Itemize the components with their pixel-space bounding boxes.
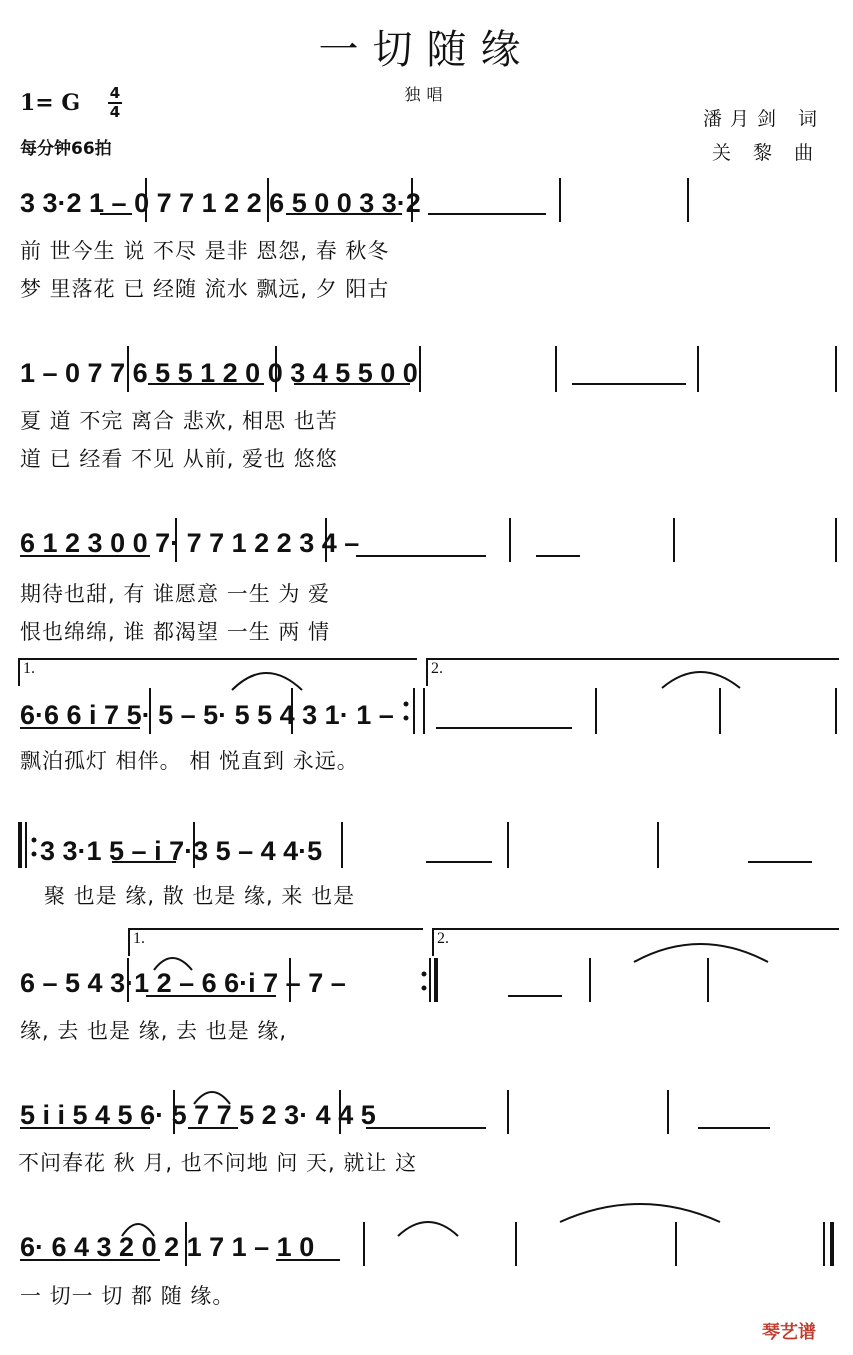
lyrics-line-2a: 夏 道 不完 离合 悲欢, 相思 也苦 bbox=[20, 409, 338, 433]
watermark-logo: 琴艺谱 bbox=[762, 1322, 816, 1343]
notes-line-1: 3 3·2 1 – 0 7 7 1 2 2 6 5 0 0 3 3·2 bbox=[20, 188, 421, 218]
lyrics-line-5: 聚 也是 缘, 散 也是 缘, 来 也是 bbox=[44, 884, 356, 908]
tempo-marking: 每分钟66拍 bbox=[20, 139, 112, 159]
first-ending-bracket-2: 1. bbox=[128, 928, 423, 956]
lyrics-line-6: 缘, 去 也是 缘, 去 也是 缘, bbox=[20, 1019, 288, 1043]
notes-line-6: 6 – 5 4 3·1 2 – 6 6·i 7 – 7 – bbox=[20, 968, 346, 998]
performance-type: 独唱 bbox=[404, 85, 449, 104]
lyricist-credit: 潘月剑 词 bbox=[703, 108, 826, 130]
lyrics-line-8: 一 切一 切 都 随 缘。 bbox=[20, 1284, 235, 1308]
lyrics-line-4: 飘泊孤灯 相伴。 相 悦直到 永远。 bbox=[20, 749, 359, 773]
lyrics-line-3a: 期待也甜, 有 谁愿意 一生 为 爱 bbox=[20, 582, 331, 606]
song-title: 一切随缘 bbox=[318, 27, 535, 73]
notes-line-8: 6· 6 4 3 2 0 2 1 7 1 – 1 0 bbox=[20, 1232, 315, 1262]
second-ending-bracket-2: 2. bbox=[432, 928, 839, 956]
notes-line-5: 3 3·1 5 – i 7·3 5 – 4 4·5 bbox=[40, 836, 323, 866]
first-ending-bracket: 1. bbox=[18, 658, 417, 686]
notes-line-7: 5 i i 5 4 5 6· 5 7 7 5 2 3· 4 4 5 bbox=[20, 1100, 376, 1130]
notes-line-4: 6·6 6 i 7 5· 5 – 5· 5 5 4 3 1· 1 – bbox=[20, 700, 394, 730]
lyrics-line-2b: 道 已 经看 不见 从前, 爱也 悠悠 bbox=[20, 447, 338, 471]
notes-line-3: 6 1 2 3 0 0 7· 7 7 1 2 2 3 4 – bbox=[20, 528, 360, 558]
lyrics-line-1a: 前 世今生 说 不尽 是非 恩怨, 春 秋冬 bbox=[20, 239, 390, 263]
second-ending-bracket: 2. bbox=[426, 658, 839, 686]
lyrics-line-3b: 恨也绵绵, 谁 都渴望 一生 两 情 bbox=[20, 620, 331, 644]
lyrics-line-1b: 梦 里落花 已 经随 流水 飘远, 夕 阳古 bbox=[20, 277, 390, 301]
lyrics-line-7: 不问春花 秋 月, 也不问地 问 天, 就让 这 bbox=[18, 1151, 418, 1175]
meter-top: 4 bbox=[109, 84, 121, 102]
composer-credit: 关 黎 曲 bbox=[712, 142, 822, 164]
meter-bottom: 4 bbox=[109, 103, 121, 121]
key-signature: 1= G bbox=[20, 90, 81, 116]
notes-line-2: 1 – 0 7 7 6 5 5 1 2 0 0 3 4 5 5 0 0 bbox=[20, 358, 418, 388]
